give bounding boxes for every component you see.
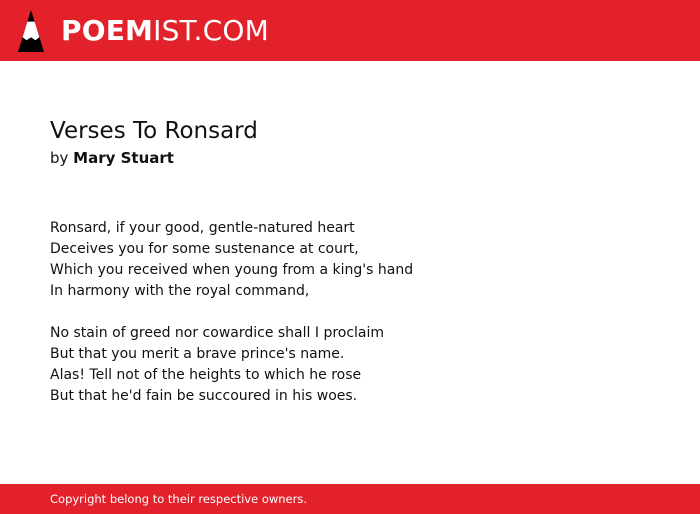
site-logo-text bbox=[61, 10, 269, 52]
poem-stanza-2 bbox=[50, 323, 670, 407]
verse-line: Which you received when young from a king's hand bbox=[50, 262, 414, 278]
verse-line: In harmony with the royal command, bbox=[50, 283, 310, 299]
site-logo-light-text: IST.COM bbox=[153, 14, 269, 47]
site-logo-bold-text: POEM bbox=[61, 14, 154, 47]
verse-line: Alas! Tell not of the heights to which he rose bbox=[50, 367, 362, 383]
verse-line: But that he'd fain be succoured in his woes. bbox=[50, 388, 358, 404]
copyright-text: Copyright belong to their respective owners. bbox=[50, 492, 308, 506]
poem-stanza-1 bbox=[50, 218, 670, 302]
site-footer bbox=[0, 484, 700, 514]
verse-line: Deceives you for some sustenance at court, bbox=[50, 241, 359, 257]
verse-line: But that you merit a brave prince's name. bbox=[50, 346, 345, 362]
site-logo-link[interactable] bbox=[18, 10, 269, 52]
verse-line: No stain of greed nor cowardice shall I proclaim bbox=[50, 325, 385, 341]
site-header bbox=[0, 0, 700, 61]
poem-title: Verses To Ronsard bbox=[50, 118, 258, 144]
poem-content bbox=[50, 117, 670, 407]
pencil-icon bbox=[18, 10, 44, 52]
byline-prefix: by bbox=[50, 149, 74, 167]
author-link[interactable]: Mary Stuart bbox=[73, 149, 174, 167]
poem-byline bbox=[50, 148, 670, 168]
verse-line: Ronsard, if your good, gentle-natured heart bbox=[50, 220, 355, 236]
